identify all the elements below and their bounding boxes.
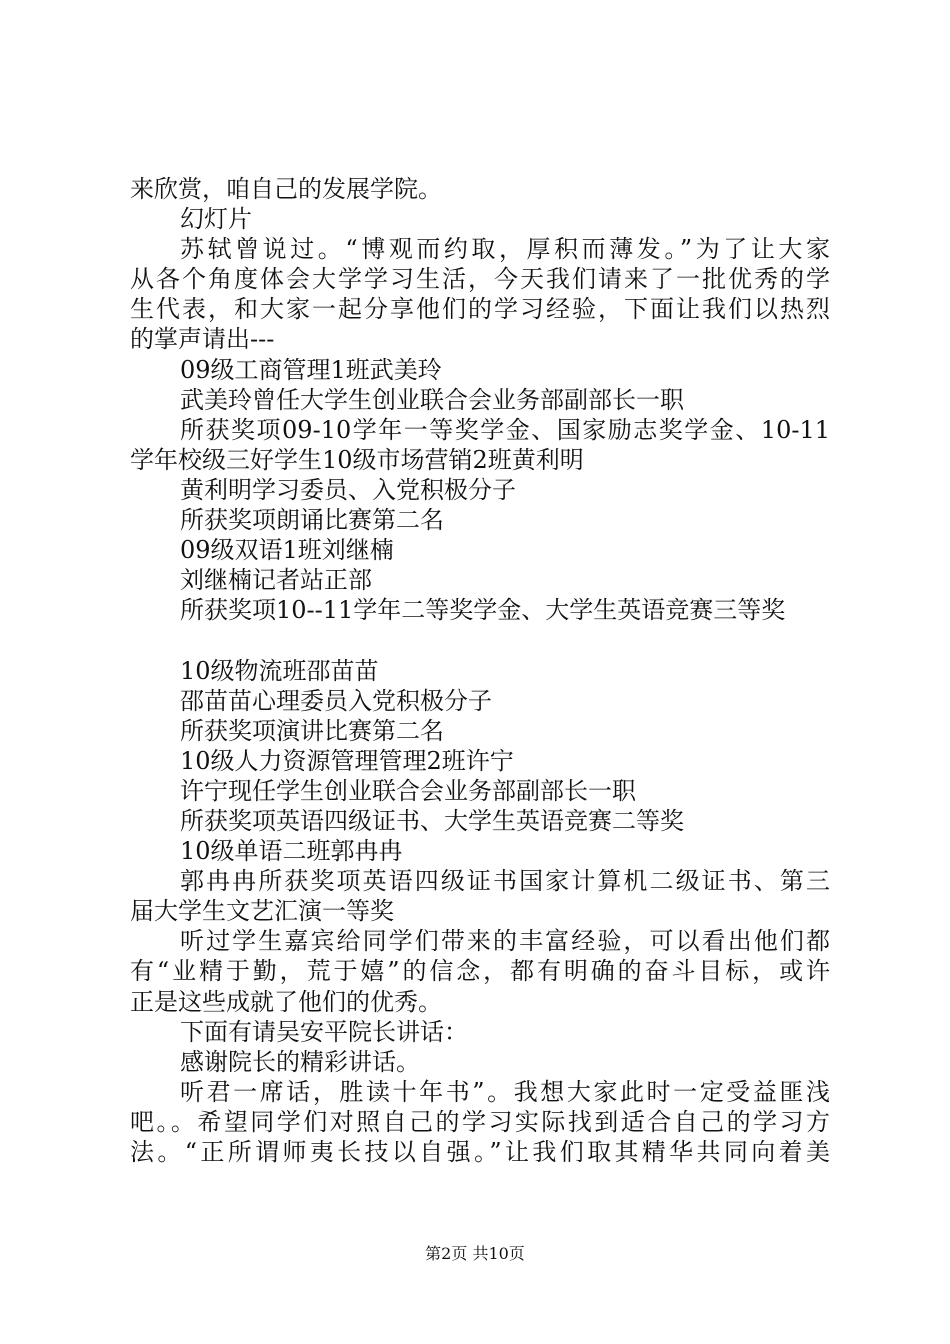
student-award-line: 所获奖项09-10学年一等奖学金、国家励志奖学金、10-11 (180, 415, 830, 444)
text-line: 幻灯片 (180, 205, 252, 234)
paragraph-line: 苏轼曾说过。“博观而约取，厚积而薄发。”为了让大家 (180, 235, 830, 264)
student-role-line: 许宁现任学生创业联合会业务部副部长一职 (180, 776, 636, 805)
student-name-line: 09级双语1班刘继楠 (180, 536, 394, 565)
paragraph-line: 生代表，和大家一起分享他们的学习经验，下面让我们以热烈 (130, 295, 830, 324)
text-line: 来欣赏，咱自己的发展学院。 (130, 175, 442, 203)
paragraph-line: 的掌声请出--- (130, 325, 275, 354)
document-body (130, 174, 830, 1167)
paragraph-line: 正是这些成就了他们的优秀。 (130, 987, 442, 1016)
page-footer (0, 1243, 950, 1265)
student-role-line: 黄利明学习委员、入党积极分子 (180, 475, 516, 504)
paragraph-line: 下面有请吴安平院长讲话： (180, 1017, 468, 1046)
paragraph-line: 感谢院长的精彩讲话。 (180, 1047, 420, 1076)
student-role-line: 邵苗苗心理委员入党积极分子 (180, 686, 492, 715)
paragraph-line: 听君一席话，胜读十年书”。我想大家此时一定受益匪浅 (180, 1077, 830, 1106)
student-award-line: 所获奖项演讲比赛第二名 (180, 716, 444, 745)
student-role-line: 刘继楠记者站正部 (180, 566, 372, 595)
student-name-line: 09级工商管理1班武美玲 (180, 355, 442, 384)
paragraph-line: 听过学生嘉宾给同学们带来的丰富经验，可以看出他们都 (180, 927, 830, 956)
student-name-line: 10级单语二班郭冉冉 (180, 837, 403, 866)
student-award-line: 届大学生文艺汇演一等奖 (130, 897, 394, 926)
paragraph-line: 吧。。希望同学们对照自己的学习实际找到适合自己的学习方 (130, 1107, 830, 1136)
student-name-line: 10级人力资源管理管理2班许宁 (180, 746, 514, 775)
student-award-line: 所获奖项英语四级证书、大学生英语竞赛二等奖 (180, 806, 684, 835)
student-award-line: 所获奖项朗诵比赛第二名 (180, 506, 444, 535)
paragraph-line: 有“业精于勤，荒于嬉”的信念，都有明确的奋斗目标，或许 (130, 957, 830, 986)
student-award-line: 学年校级三好学生10级市场营销2班黄利明 (130, 445, 584, 474)
student-award-line: 所获奖项10--11学年二等奖学金、大学生英语竞赛三等奖 (180, 596, 786, 625)
student-award-line: 郭冉冉所获奖项英语四级证书国家计算机二级证书、第三 (180, 867, 830, 896)
paragraph-line: 法。“正所谓师夷长技以自强。”让我们取其精华共同向着美 (130, 1138, 830, 1166)
paragraph-line: 从各个角度体会大学学习生活，今天我们请来了一批优秀的学 (130, 265, 830, 294)
student-role-line: 武美玲曾任大学生创业联合会业务部副部长一职 (180, 385, 684, 414)
student-name-line: 10级物流班邵苗苗 (180, 656, 379, 685)
page-number-label: 第2页 共10页 (425, 1244, 525, 1263)
blank-line (130, 625, 830, 655)
